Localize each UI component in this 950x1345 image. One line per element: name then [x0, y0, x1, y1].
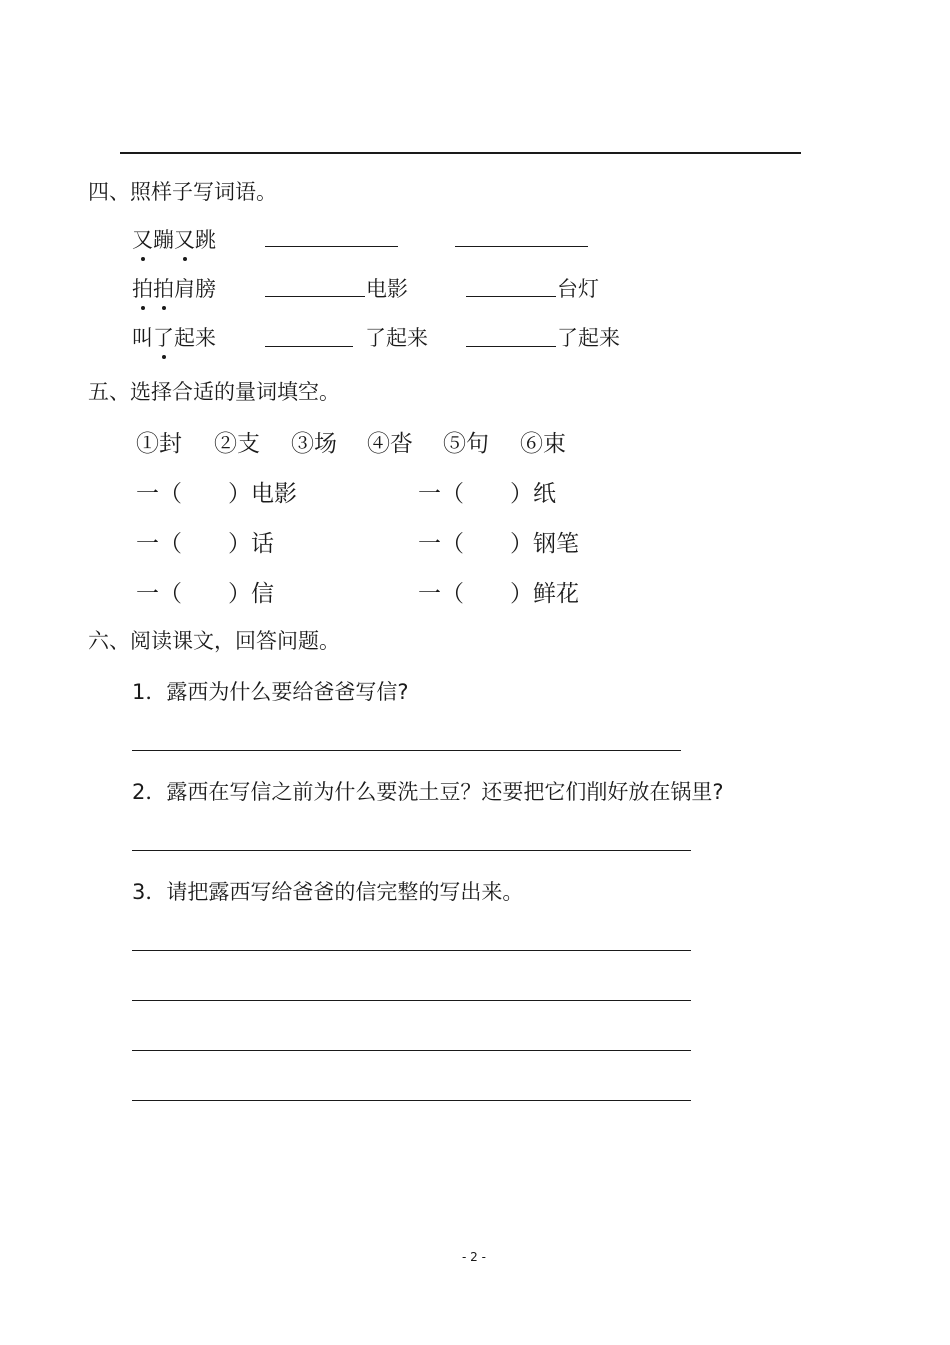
- question-3: 3．请把露西写给爸爸的信完整的写出来。: [132, 880, 524, 904]
- blank-suffix: 台灯: [557, 277, 599, 301]
- fill-item[interactable]: 一（ ）话: [136, 531, 274, 557]
- char: 膀: [195, 277, 216, 301]
- fill-item[interactable]: 一（ ）鲜花: [418, 581, 579, 607]
- char: 起: [174, 326, 195, 350]
- answer-line[interactable]: [132, 1000, 691, 1001]
- blank-suffix: 了起来: [365, 326, 428, 350]
- example-row-3: [132, 322, 216, 352]
- emphasis-char: 拍: [153, 273, 174, 303]
- fill-item[interactable]: 一（ ）纸: [418, 481, 556, 507]
- answer-blank[interactable]: [466, 296, 556, 297]
- section-5-title: 五、选择合适的量词填空。: [88, 380, 340, 404]
- section-6-title: 六、阅读课文，回答问题。: [88, 629, 340, 653]
- answer-line[interactable]: [132, 950, 691, 951]
- page-number: - 2 -: [462, 1250, 486, 1264]
- answer-blank[interactable]: [455, 246, 588, 247]
- char: 蹦: [153, 228, 174, 252]
- option-1: ①封: [136, 431, 182, 457]
- option-3: ③场: [291, 431, 337, 457]
- answer-line[interactable]: [132, 850, 691, 851]
- fill-item[interactable]: 一（ ）钢笔: [418, 531, 579, 557]
- example-row-2: [132, 273, 216, 303]
- emphasis-char: 又: [132, 224, 153, 254]
- option-5: ⑤句: [443, 431, 489, 457]
- answer-blank[interactable]: [265, 296, 365, 297]
- option-6: ⑥束: [520, 431, 566, 457]
- top-answer-line: [120, 152, 801, 154]
- answer-blank[interactable]: [466, 346, 556, 347]
- answer-blank[interactable]: [265, 246, 398, 247]
- fill-item[interactable]: 一（ ）信: [136, 581, 274, 607]
- option-2: ②支: [214, 431, 260, 457]
- char: 肩: [174, 277, 195, 301]
- emphasis-char: 了: [153, 322, 174, 352]
- question-2: 2．露西在写信之前为什么要洗土豆？还要把它们削好放在锅里?: [132, 780, 724, 804]
- answer-blank[interactable]: [265, 346, 353, 347]
- blank-suffix: 电影: [366, 277, 408, 301]
- emphasis-char: 又: [174, 224, 195, 254]
- char: 跳: [195, 228, 216, 252]
- answer-line[interactable]: [132, 1100, 691, 1101]
- section-4-title: 四、照样子写词语。: [88, 180, 277, 204]
- char: 叫: [132, 326, 153, 350]
- option-4: ④沓: [367, 431, 413, 457]
- question-1: 1．露西为什么要给爸爸写信?: [132, 680, 409, 704]
- answer-line[interactable]: [132, 750, 681, 751]
- char: 来: [195, 326, 216, 350]
- example-row-1: [132, 224, 216, 254]
- answer-line[interactable]: [132, 1050, 691, 1051]
- fill-item[interactable]: 一（ ）电影: [136, 481, 297, 507]
- blank-suffix: 了起来: [557, 326, 620, 350]
- emphasis-char: 拍: [132, 273, 153, 303]
